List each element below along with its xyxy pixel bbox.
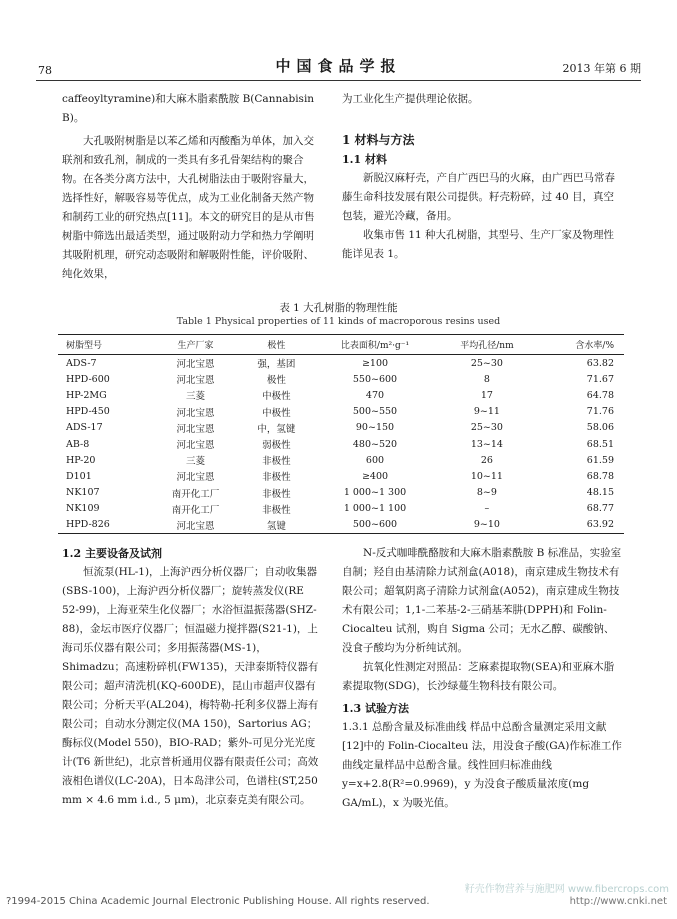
- table-cell: 南开化工厂: [171, 488, 220, 500]
- table-cell: 中，氢键: [257, 423, 296, 435]
- resins-paragraph: 收集市售 11 种大孔树脂，其型号、生产厂家及物理性能详见表 1。: [342, 229, 615, 260]
- table-row: [58, 355, 624, 372]
- table-cell: 25~30: [470, 422, 503, 434]
- table-cell: 9~10: [437, 517, 536, 534]
- table-row: [58, 485, 624, 501]
- table-row: [58, 501, 624, 517]
- column-header: 含水率/%: [537, 335, 625, 355]
- table-cell: –: [484, 503, 490, 515]
- table-cell: ADS-7: [66, 357, 97, 369]
- table-cell: 中极性: [262, 391, 291, 403]
- table-cell: 非极性: [262, 456, 291, 468]
- subsection-heading-materials: 1.1 材料: [342, 153, 387, 166]
- table-cell: 48.15: [586, 487, 614, 499]
- table-cell: 9~11: [473, 406, 500, 418]
- resin-properties-table: [58, 334, 624, 534]
- table-row: [58, 436, 624, 452]
- table-cell: D101: [66, 470, 92, 482]
- table-cell: ≥100: [361, 357, 389, 369]
- copyright-footer: ?1994-2015 China Academic Journal Electronic Publishing House. All rights reserved.: [6, 896, 430, 907]
- table-cell: 河北宝恩: [176, 375, 215, 387]
- intro-paragraph-continued: caffeoyltyramine)和大麻木脂素酰胺 B(Cannabisin B)。: [62, 93, 315, 124]
- table-cell: NK107: [66, 487, 100, 499]
- table-row: [58, 387, 624, 403]
- table-row: [58, 404, 624, 420]
- table-cell: 64.78: [586, 389, 614, 401]
- subsection-heading-methods: 1.3 试验方法: [342, 702, 409, 715]
- table-cell: AB-8: [66, 438, 90, 450]
- table-cell: 68.77: [586, 503, 614, 515]
- antioxidant-reference-paragraph: 抗氧化性测定对照品：芝麻素提取物(SEA)和亚麻木脂素提取物(SDG)，长沙绿蔓生物科技有限公司。: [342, 661, 615, 692]
- table-cell: 480~520: [352, 438, 398, 450]
- table-cell: 58.06: [586, 422, 614, 434]
- table-cell: 68.51: [586, 438, 614, 450]
- section-heading-materials-methods: 1 材料与方法: [342, 133, 415, 147]
- column-header: 极性: [240, 335, 313, 355]
- table-cell: HPD-600: [66, 373, 110, 385]
- table-cell: 71.67: [586, 373, 614, 385]
- table-cell: 10~11: [470, 470, 503, 482]
- table-cell: 550~600: [352, 373, 398, 385]
- resin-intro-paragraph: 大孔吸附树脂是以苯乙烯和丙酸酯为单体，加入交联剂和致孔剂，制成的一类具有多孔骨架结构的聚合物。在各类分离方法中，大孔树脂法由于吸附容量大，选择性好，解吸容易等优点，成为工业化制备天然产物和制药工业的研究热点[11]。本文的研究目的是从市售树脂中筛选出最适类型，通过吸附动力学和热力学阐明其吸附机理，研究动态吸附和解吸附性能，评价吸附、纯化效果，: [62, 135, 315, 280]
- table-cell: 三菱: [186, 456, 206, 468]
- table-row: [58, 420, 624, 436]
- table-cell: 68.78: [586, 470, 614, 482]
- table-cell: HP-20: [66, 454, 96, 466]
- table-cell: 8: [483, 373, 490, 385]
- table-cell: 500~600: [313, 517, 438, 534]
- table-cell: 1 000~1 300: [343, 487, 407, 499]
- right-column-top: [342, 90, 624, 264]
- table-cell: 71.76: [586, 406, 614, 418]
- table-cell: 25~30: [470, 357, 503, 369]
- table-cell: 非极性: [262, 472, 291, 484]
- page-number: 78: [38, 64, 52, 77]
- column-header: 树脂型号: [58, 335, 151, 355]
- table-cell: 河北宝恩: [176, 423, 215, 435]
- table-cell: 氢键: [240, 517, 313, 534]
- subsection-heading-equipment: 1.2 主要设备及试剂: [62, 547, 162, 560]
- table-cell: 13~14: [470, 438, 503, 450]
- table-cell: 500~550: [352, 406, 398, 418]
- intro-paragraph-end: 为工业化生产提供理论依据。: [342, 93, 479, 105]
- table-cell: 河北宝恩: [176, 407, 215, 419]
- table-cell: HP-2MG: [66, 389, 107, 401]
- table-cell: 非极性: [262, 504, 291, 516]
- issue-label: 2013 年第 6 期: [562, 62, 641, 75]
- table-cell: 63.82: [586, 357, 614, 369]
- equipment-paragraph: 恒流泵(HL-1)，上海沪西分析仪器厂；自动收集器(SBS-100)，上海沪西分析仪器厂；旋转蒸发仪(RE 52-99)，上海亚荣生化仪器厂；水浴恒温振荡器(SHZ-88)，金坛市医疗仪器厂；恒温磁力搅拌器(S21-1)，上海司乐仪器有限公司；多用振荡器(MS-1)，Shimadzu；高速粉碎机(FW135)，天津泰斯特仪器有限公司；超声清洗机(KQ-600DE)，昆山市超声仪器有限公司；分析天平(AL204)，梅特勒-托利多仪器上海有限公司；自动水分测定仪(MA 150)，Sartorius AG；酶标仪(Model 550)，BIO-RAD；紫外-可见分光光度计(T6 新世纪)，北京普析通用仪器有限责任公司；高效液相色谱仪(LC-20A)，日本岛津公司，色谱柱(ST,250 mm × 4.6 mm i.d., 5 μm)，北京泰克美有限公司。: [62, 566, 319, 806]
- table-cell: HPD-450: [66, 406, 110, 418]
- table-header-row: [58, 335, 624, 355]
- left-column-top: [62, 90, 324, 284]
- table-cell: 470: [365, 389, 385, 401]
- watermark: 籽壳作物营养与施肥网 www.fibercrops.com: [464, 884, 669, 895]
- footer-site-link[interactable]: http://www.cnki.net: [569, 896, 667, 907]
- column-header: 比表面积/m²·g⁻¹: [313, 335, 438, 355]
- table-cell: ≥400: [361, 470, 389, 482]
- table-cell: 61.59: [586, 454, 614, 466]
- materials-paragraph: 新脱汉麻籽壳，产自广西巴马的火麻，由广西巴马常春藤生命科技发展有限公司提供。籽壳粉碎，过 40 目，真空包装，避光冷藏，备用。: [342, 172, 615, 222]
- table-cell: 中极性: [262, 407, 291, 419]
- table-cell: 河北宝恩: [151, 517, 240, 534]
- table-cell: HPD-826: [58, 517, 151, 534]
- left-column-bottom: [62, 544, 324, 810]
- column-header: 平均孔径/nm: [437, 335, 536, 355]
- table-cell: 非极性: [262, 488, 291, 500]
- table-cell: 强，基团: [257, 359, 296, 371]
- table-cell: NK109: [66, 503, 100, 515]
- table-cell: 63.92: [537, 517, 625, 534]
- table-cell: 极性: [266, 375, 286, 387]
- table-cell: 90~150: [355, 422, 395, 434]
- table-cell: 河北宝恩: [176, 440, 215, 452]
- table-cell: ADS-17: [66, 422, 103, 434]
- journal-title: 中国食品学报: [275, 57, 402, 75]
- table-cell: 26: [480, 454, 493, 466]
- table-row: [58, 517, 624, 534]
- header-rule: [36, 80, 641, 81]
- table-caption-en: Table 1 Physical properties of 11 kinds of macroporous resins used: [176, 316, 501, 327]
- table-row: [58, 468, 624, 484]
- table-cell: 17: [480, 389, 493, 401]
- table-cell: 弱极性: [262, 440, 291, 452]
- table-cell: 河北宝恩: [176, 359, 215, 371]
- table-caption: 表 1 大孔树脂的物理性能: [279, 302, 398, 314]
- right-column-bottom: [342, 544, 624, 813]
- table-row: [58, 452, 624, 468]
- table-cell: 河北宝恩: [176, 472, 215, 484]
- table-cell: 8~9: [476, 487, 497, 499]
- table-row: [58, 371, 624, 387]
- table-cell: 600: [365, 454, 385, 466]
- table-cell: 南开化工厂: [171, 504, 220, 516]
- table-cell: 1 000~1 100: [343, 503, 407, 515]
- column-header: 生产厂家: [151, 335, 240, 355]
- table-cell: 三菱: [186, 391, 206, 403]
- reagents-paragraph: N-反式咖啡酰酪胺和大麻木脂素酰胺 B 标准品，实验室自制；羟自由基清除力试剂盒(A018)，南京建成生物技术有限公司；超氧阴离子清除力试剂盒(A052)，南京建成生物技术有限公司；1,1-二苯基-2-三硝基苯肼(DPPH)和 Folin-Ciocalteu 试剂，购自 Sigma 公司；无水乙醇、碳酸钠、没食子酸均为分析纯试剂。: [342, 547, 622, 654]
- total-phenol-paragraph: 1.3.1 总酚含量及标准曲线 样品中总酚含量测定采用文献[12]中的 Folin-Ciocalteu 法，用没食子酸(GA)作标准工作曲线定量样品中总酚含量。线性回归标准曲线 y=x+2.8(R²=0.9969)，y 为没食子酸质量浓度(mg GA/mL)，x 为吸光值。: [342, 721, 622, 809]
